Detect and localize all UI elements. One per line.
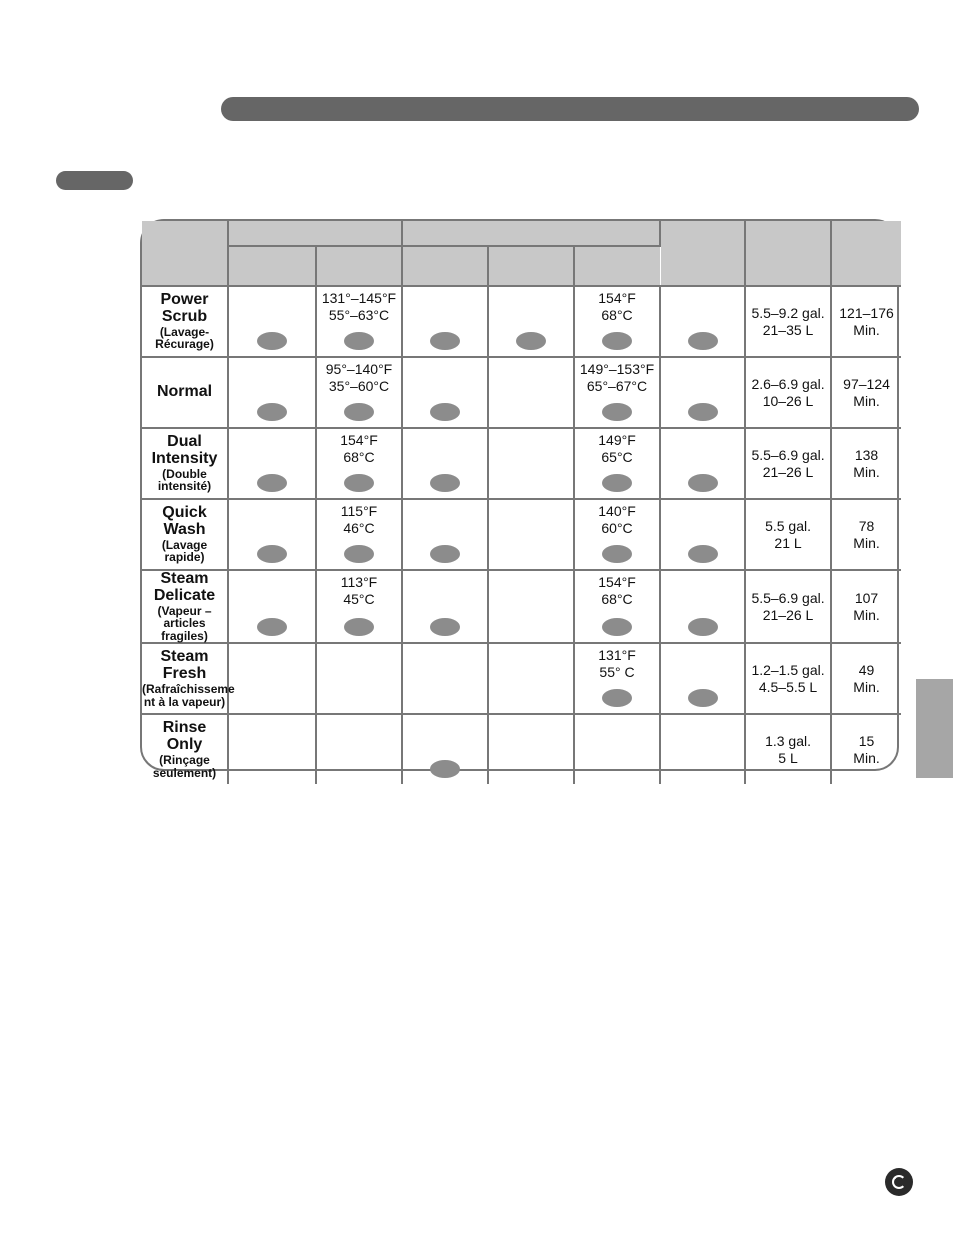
option-cell-c5 — [574, 357, 660, 428]
option-cell-c6 — [660, 643, 745, 714]
time-cell — [831, 286, 901, 357]
time-text: 15 — [858, 732, 875, 749]
option-cell-c2 — [316, 570, 402, 643]
available-dot-icon — [602, 403, 632, 421]
water-text: 5 L — [778, 749, 798, 766]
available-dot-icon — [602, 618, 632, 636]
temperature-text: 55°–63°C — [328, 307, 390, 323]
time-text: Min. — [853, 321, 880, 338]
option-cell-c6 — [660, 570, 745, 643]
cycle-chart-table — [140, 219, 899, 780]
time-cell — [831, 499, 901, 570]
available-dot-icon — [344, 403, 374, 421]
cycle-french-name: articles fragiles) — [161, 616, 208, 643]
water-text: 10–26 L — [762, 392, 814, 409]
temperature-text: 154°F — [340, 432, 378, 448]
time-cell — [831, 570, 901, 643]
time-text: 97–124 — [843, 375, 890, 392]
time-text: Min. — [853, 534, 880, 551]
available-dot-icon — [430, 618, 460, 636]
option-cell-c1 — [228, 714, 316, 784]
temperature-text: 154°F — [598, 290, 636, 306]
available-dot-icon — [688, 332, 718, 350]
table-row — [142, 428, 901, 499]
cycle-french-name: (Double — [162, 466, 207, 481]
temperature-text: 140°F — [598, 503, 636, 519]
water-cell — [745, 714, 831, 784]
time-text: Min. — [853, 678, 880, 695]
option-cell-c2 — [316, 714, 402, 784]
time-text: 49 — [858, 661, 875, 678]
water-text: 21 L — [774, 534, 802, 551]
water-text: 21–26 L — [762, 463, 814, 480]
time-text: 78 — [858, 517, 875, 534]
water-cell — [745, 570, 831, 643]
water-text: 5.5–9.2 gal. — [751, 304, 825, 321]
available-dot-icon — [688, 474, 718, 492]
water-text: 2.6–6.9 gal. — [751, 375, 825, 392]
header-col-5 — [574, 246, 660, 286]
option-cell-c5 — [574, 643, 660, 714]
cycle-name: Scrub — [161, 307, 208, 325]
cycle-name: Quick — [162, 504, 207, 522]
available-dot-icon — [257, 474, 287, 492]
option-cell-c3 — [402, 357, 488, 428]
option-cell-c1 — [228, 428, 316, 499]
water-cell — [745, 357, 831, 428]
time-text: Min. — [853, 392, 880, 409]
option-cell-c4 — [488, 357, 574, 428]
cycle-french-name: (Rafraîchisseme — [142, 682, 235, 697]
time-cell — [831, 428, 901, 499]
time-text: Min. — [853, 463, 880, 480]
temperature-text: 45°C — [343, 591, 375, 607]
temperature-text: 131°–145°F — [321, 290, 397, 306]
available-dot-icon — [430, 332, 460, 350]
cycle-name: Wash — [163, 520, 206, 538]
temperature-text: 113°F — [340, 574, 378, 590]
temperature-text: 55° C — [599, 664, 635, 681]
water-cell — [745, 643, 831, 714]
cycle-name-cell — [142, 357, 228, 428]
water-text: 4.5–5.5 L — [758, 678, 818, 695]
option-cell-c2 — [316, 499, 402, 570]
available-dot-icon — [602, 545, 632, 563]
temperature-text: 65°C — [601, 449, 633, 465]
cycle-name: Only — [166, 736, 203, 754]
option-cell-c4 — [488, 643, 574, 714]
cycle-french-name: seulement) — [152, 765, 217, 780]
option-cell-c6 — [660, 499, 745, 570]
option-cell-c4 — [488, 570, 574, 643]
available-dot-icon — [602, 474, 632, 492]
option-cell-c3 — [402, 570, 488, 643]
option-cell-c3 — [402, 428, 488, 499]
option-cell-c2 — [316, 357, 402, 428]
option-cell-c4 — [488, 499, 574, 570]
available-dot-icon — [688, 618, 718, 636]
page-title-bar — [221, 97, 919, 121]
available-dot-icon — [430, 474, 460, 492]
header-col-3 — [402, 246, 488, 286]
available-dot-icon — [688, 689, 718, 707]
water-text: 21–35 L — [762, 321, 814, 338]
available-dot-icon — [257, 332, 287, 350]
time-text: Min. — [853, 749, 880, 766]
option-cell-c3 — [402, 499, 488, 570]
available-dot-icon — [430, 403, 460, 421]
temperature-text: 68°C — [601, 307, 633, 323]
cycle-french-name: nt à la vapeur) — [143, 694, 226, 709]
option-cell-c6 — [660, 357, 745, 428]
temperature-text: 35°–60°C — [328, 378, 390, 394]
temperature-text: 115°F — [340, 503, 378, 519]
available-dot-icon — [602, 689, 632, 707]
available-dot-icon — [257, 545, 287, 563]
available-dot-icon — [344, 618, 374, 636]
header-group-2 — [402, 221, 660, 246]
temperature-text: 131°F — [598, 647, 636, 664]
option-cell-c1 — [228, 286, 316, 357]
time-text: 138 — [854, 446, 879, 463]
cycle-french-name: (Vapeur – — [157, 603, 212, 618]
cycle-name: Steam — [160, 648, 209, 666]
water-text: 21–26 L — [762, 606, 814, 623]
lg-logo-icon — [885, 1168, 913, 1196]
temperature-text: 149°F — [598, 432, 636, 448]
time-cell — [831, 714, 901, 784]
option-cell-c1 — [228, 643, 316, 714]
header-col-1 — [228, 246, 316, 286]
water-text: 1.2–1.5 gal. — [751, 661, 825, 678]
cycle-name: Power — [160, 291, 209, 309]
cycle-name: Delicate — [153, 586, 216, 604]
option-cell-c4 — [488, 714, 574, 784]
temperature-text: 60°C — [601, 520, 633, 536]
water-cell — [745, 286, 831, 357]
option-cell-c2 — [316, 643, 402, 714]
available-dot-icon — [430, 545, 460, 563]
header-group-1 — [228, 221, 402, 246]
available-dot-icon — [257, 403, 287, 421]
available-dot-icon — [516, 332, 546, 350]
option-cell-c5 — [574, 570, 660, 643]
table-row — [142, 357, 901, 428]
cycle-name: Dual — [167, 433, 202, 451]
available-dot-icon — [257, 618, 287, 636]
available-dot-icon — [344, 545, 374, 563]
header-col-2 — [316, 246, 402, 286]
cycle-french-name: rapide) — [164, 550, 205, 565]
cycle-french-name: intensité) — [157, 479, 212, 494]
cycle-name-cell — [142, 570, 228, 643]
cycle-name: Intensity — [151, 449, 218, 467]
cycle-french-name: (Lavage- — [159, 324, 210, 339]
option-cell-c2 — [316, 428, 402, 499]
cycle-name: Rinse — [162, 719, 207, 737]
option-cell-c5 — [574, 714, 660, 784]
temperature-text: 46°C — [343, 520, 375, 536]
time-text: 121–176 — [839, 304, 894, 321]
option-cell-c4 — [488, 428, 574, 499]
water-cell — [745, 428, 831, 499]
cycle-name: Steam — [160, 570, 209, 587]
option-cell-c5 — [574, 286, 660, 357]
table-row — [142, 570, 901, 643]
header-water — [745, 221, 831, 286]
cycle-name: Fresh — [162, 665, 207, 683]
available-dot-icon — [688, 545, 718, 563]
option-cell-c4 — [488, 286, 574, 357]
option-cell-c6 — [660, 286, 745, 357]
water-cell — [745, 499, 831, 570]
available-dot-icon — [602, 332, 632, 350]
time-cell — [831, 357, 901, 428]
cycle-french-name: (Lavage — [161, 537, 208, 552]
available-dot-icon — [344, 474, 374, 492]
water-text: 5.5–6.9 gal. — [751, 446, 825, 463]
option-cell-c3 — [402, 286, 488, 357]
option-cell-c3 — [402, 714, 488, 784]
section-side-tab — [916, 679, 953, 778]
available-dot-icon — [344, 332, 374, 350]
table-row — [142, 714, 901, 784]
water-text: 5.5–6.9 gal. — [751, 589, 825, 606]
temperature-text: 154°F — [598, 574, 636, 590]
time-cell — [831, 643, 901, 714]
table-row — [142, 499, 901, 570]
cycle-name-cell — [142, 499, 228, 570]
cycle-french-name: Récurage) — [155, 337, 214, 352]
available-dot-icon — [688, 403, 718, 421]
temperature-text: 68°C — [601, 591, 633, 607]
cycle-name-cell — [142, 643, 235, 714]
time-text: Min. — [853, 606, 880, 623]
option-cell-c1 — [228, 499, 316, 570]
table-row — [142, 286, 901, 357]
cycle-name-cell — [142, 286, 228, 357]
water-text: 5.5 gal. — [765, 517, 811, 534]
cycle-name-cell — [142, 428, 228, 499]
cycle-name-cell — [142, 714, 228, 784]
temperature-text: 65°–67°C — [586, 378, 648, 394]
header-col-4 — [488, 246, 574, 286]
option-cell-c2 — [316, 286, 402, 357]
cycle-name: Normal — [156, 383, 213, 401]
header-col-6 — [660, 221, 745, 286]
option-cell-c6 — [660, 714, 745, 784]
header-cycle — [142, 221, 228, 286]
available-dot-icon — [430, 760, 460, 778]
section-heading-pill — [56, 171, 133, 190]
option-cell-c3 — [402, 643, 488, 714]
header-time — [831, 221, 901, 286]
temperature-text: 149°–153°F — [579, 361, 655, 377]
time-text: 107 — [854, 589, 879, 606]
option-cell-c1 — [228, 570, 316, 643]
temperature-text: 68°C — [343, 449, 375, 465]
option-cell-c1 — [228, 357, 316, 428]
option-cell-c6 — [660, 428, 745, 499]
cycle-french-name: (Rinçage — [159, 753, 210, 768]
option-cell-c5 — [574, 499, 660, 570]
temperature-text: 95°–140°F — [325, 361, 393, 377]
option-cell-c5 — [574, 428, 660, 499]
table-row — [142, 643, 901, 714]
water-text: 1.3 gal. — [765, 732, 811, 749]
